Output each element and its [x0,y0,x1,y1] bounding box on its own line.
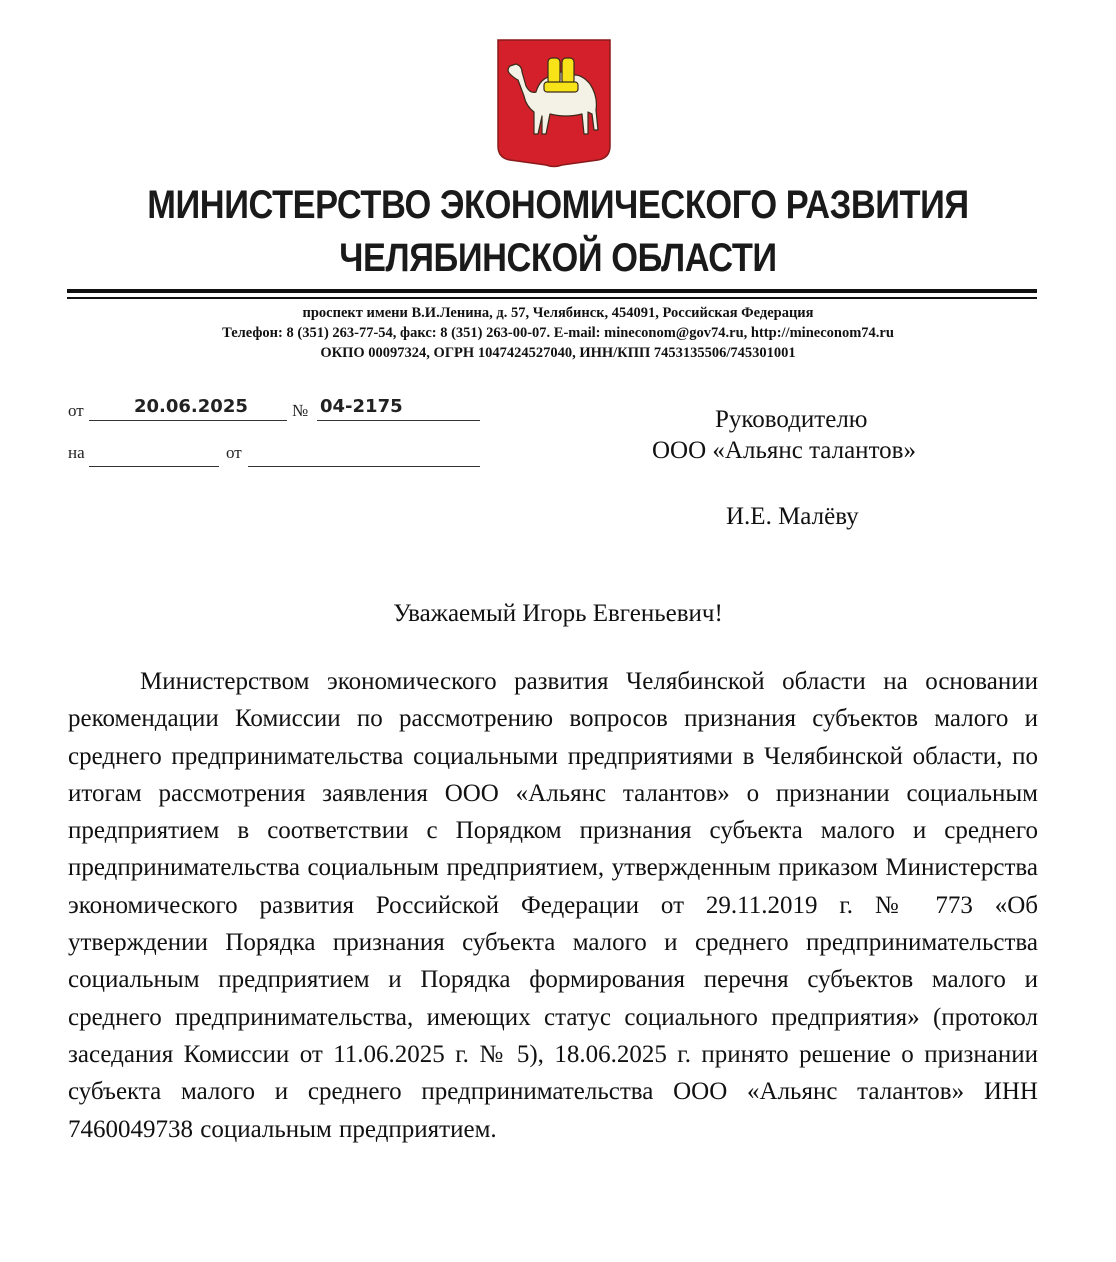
header-divider-thin [67,297,1037,299]
header-divider-thick [67,289,1037,293]
recipient-organization: ООО «Альянс талантов» [652,437,916,464]
date-underline [89,420,287,421]
ministry-address: проспект имени В.И.Ленина, д. 57, Челябинск, 454091, Российская Федерация [302,305,814,321]
ministry-contacts: Телефон: 8 (351) 263-77-54, факс: 8 (351) 263-00-07. E-mail: mineconom@gov74.ru, http://mineconom74.ru [222,325,894,341]
recipient-name: И.Е. Малёву [726,503,859,530]
ministry-title-line1: МИНИСТЕРСТВО ЭКОНОМИЧЕСКОГО РАЗВИТИЯ [147,183,969,227]
reply-to-label: на [68,443,85,462]
number-underline [317,420,480,421]
outgoing-date: 20.06.2025 [134,396,248,417]
number-label: № [292,401,309,420]
reply-from-underline [248,466,480,467]
reply-to-underline [89,466,219,467]
ministry-title-line2: ЧЕЛЯБИНСКОЙ ОБЛАСТИ [339,236,777,280]
coat-of-arms-emblem [496,38,612,170]
letter-body: Министерством экономического развития Челябинской области на основании рекомендации Комиссии по рассмотрению вопросов признания субъектов малого и среднего предпринимательства социальными предприятиями в Челябинской области, по итогам рассмотрения заявления ООО «Альянс талантов» о признании социальным предприятием в соответствии с Порядком признания субъекта малого и среднего предпринимательства социальным предприятием, утвержденным приказом Министерства экономического развития Российской Федерации от 29.11.2019 г. № 773 «Об утверждении Порядка признания субъекта малого и среднего предпринимательства социальным предприятием и Порядка формирования перечня субъектов малого и среднего предпринимательства, имеющих статус социального предприятия» (протокол заседания Комиссии от 11.06.2025 г. № 5), 18.06.2025 г. принято решение о признании субъекта малого и среднего предпринимательства ООО «Альянс талантов» ИНН 7460049738 социальным предприятием. [68,668,1038,1143]
recipient-position: Руководителю [715,406,868,433]
ministry-registration-codes: ОКПО 00097324, ОГРН 1047424527040, ИНН/КПП 7453135506/745301001 [320,345,796,361]
outgoing-number: 04-2175 [320,396,403,417]
reply-from-label: от [226,443,242,462]
letter-salutation: Уважаемый Игорь Евгеньевич! [393,600,723,627]
date-label: от [68,401,84,420]
